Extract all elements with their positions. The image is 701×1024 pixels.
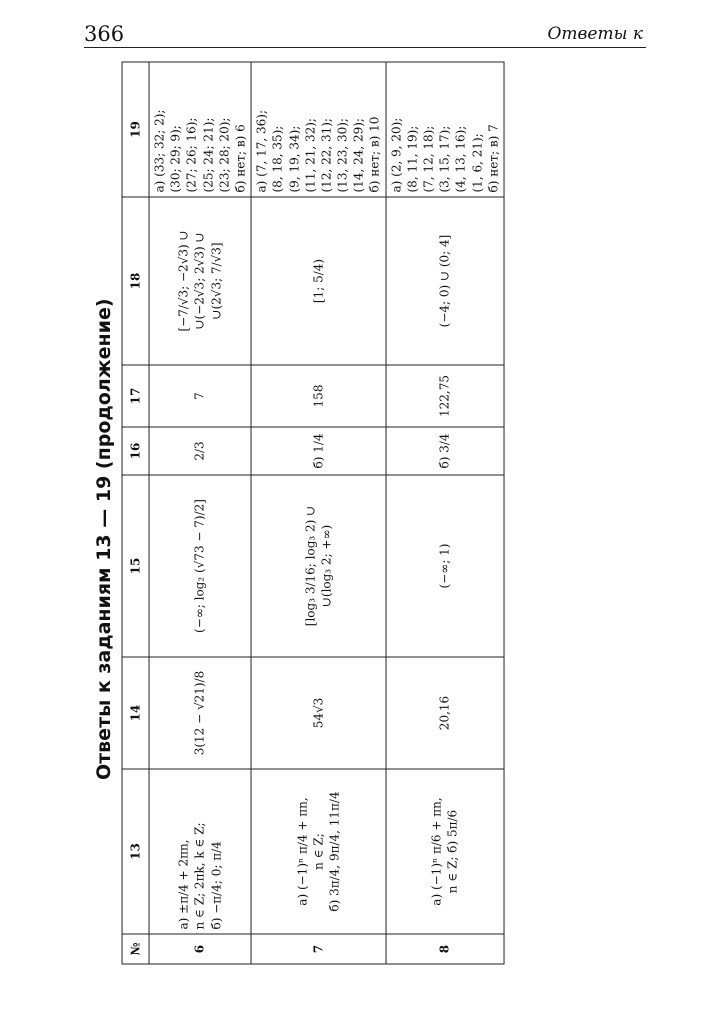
cell-line: б) −π/4; 0; π/4 (209, 841, 224, 930)
cell-19 (149, 62, 251, 197)
cell-line: а) (−1)ⁿ π/4 + πn, (295, 797, 310, 906)
header-13: 13 (122, 769, 149, 934)
cell-15: (−∞; log₂ (√73 − 7)/2] (149, 475, 251, 657)
cell-line: ∪(log₃ 2; +∞) (319, 524, 334, 608)
cell-line: б) нет; в) 10 (367, 116, 382, 193)
cell-line: а) ±π/4 + 2πn, (176, 839, 191, 930)
cell-line: ∪(−2√3; 2√3) ∪ (193, 232, 207, 330)
cell-line: а) (33; 32; 2); (152, 109, 167, 193)
cell-line: (4, 13, 16); (453, 125, 468, 193)
cell-line: а) (2, 9, 20); (389, 117, 404, 193)
cell-16: б) 1/4 (251, 427, 386, 475)
cell-13 (386, 769, 504, 934)
cell-16: б) 3/4 (386, 427, 504, 475)
header-row (122, 62, 149, 964)
cell-15: (−∞; 1) (386, 475, 504, 657)
answers-table-container (128, 62, 501, 964)
cell-line: (13, 23, 30); (335, 118, 350, 193)
cell-line: n ∈ Z; 2πk, k ∈ Z; (193, 822, 207, 930)
header-num: № (122, 934, 149, 964)
running-head: Ответы к (547, 24, 643, 44)
cell-14: 20,16 (386, 657, 504, 769)
table-row (251, 62, 386, 964)
table-row (149, 62, 251, 964)
cell-line: (3, 15, 17); (437, 125, 452, 193)
cell-14: 54√3 (251, 657, 386, 769)
table-row (386, 62, 504, 964)
page-number: 366 (84, 22, 125, 46)
cell-17: 122,75 (386, 365, 504, 427)
cell-line: (30; 29; 9); (168, 125, 183, 193)
cell-line: (25; 24; 21); (201, 117, 216, 193)
cell-line: (23; 28; 20); (217, 117, 232, 193)
header-rule (84, 47, 646, 48)
cell-line: n ∈ Z; б) 5π/6 (445, 809, 460, 894)
cell-16: 2/3 (149, 427, 251, 475)
cell-line: (8, 11, 19); (405, 125, 420, 193)
cell-line: (7, 12, 18); (421, 125, 436, 193)
row-number: 7 (251, 934, 386, 964)
header-19: 19 (122, 62, 149, 197)
cell-line: (12, 22, 31); (319, 118, 334, 193)
row-number: 6 (149, 934, 251, 964)
answers-table (122, 62, 505, 965)
cell-line: а) (−1)ⁿ π/6 + πn, (429, 797, 444, 906)
cell-15 (251, 475, 386, 657)
cell-line: (9, 19, 34); (287, 125, 302, 193)
cell-line: б) 3π/4, 9π/4, 11π/4 (327, 791, 342, 912)
cell-line: [1; 5/4) (311, 258, 326, 304)
cell-line: n ∈ Z; (311, 833, 326, 870)
cell-line: (27; 26; 16); (184, 117, 199, 193)
cell-line: а) (7, 17, 36); (254, 110, 269, 193)
page-title: Ответы к заданиям 13 — 19 (продолжение) (93, 298, 115, 780)
cell-line: (8, 18, 35); (270, 125, 285, 193)
cell-line: [−7/√3; −2√3) ∪ (176, 230, 191, 332)
header-15: 15 (122, 475, 149, 657)
cell-line: б) нет; в) 6 (233, 124, 248, 193)
cell-18 (149, 197, 251, 365)
cell-17: 7 (149, 365, 251, 427)
cell-18 (386, 197, 504, 365)
row-number: 8 (386, 934, 504, 964)
cell-line: ∪(2√3; 7/√3] (209, 242, 224, 320)
cell-17: 158 (251, 365, 386, 427)
header-17: 17 (122, 365, 149, 427)
cell-line: [log₃ 3/16; log₃ 2) ∪ (303, 505, 318, 627)
cell-line: (14, 24, 29); (351, 118, 366, 193)
cell-13 (149, 769, 251, 934)
cell-13 (251, 769, 386, 934)
cell-line: (1, 6, 21); (470, 133, 485, 193)
cell-14: 3(12 − √21)/8 (149, 657, 251, 769)
cell-line: (11, 21, 32); (303, 118, 318, 193)
header-14: 14 (122, 657, 149, 769)
header-16: 16 (122, 427, 149, 475)
cell-18 (251, 197, 386, 365)
cell-line: (−4; 0) ∪ (0; 4] (437, 234, 452, 328)
cell-line: б) нет; в) 7 (486, 124, 501, 193)
cell-19 (251, 62, 386, 197)
header-18: 18 (122, 197, 149, 365)
cell-19 (386, 62, 504, 197)
